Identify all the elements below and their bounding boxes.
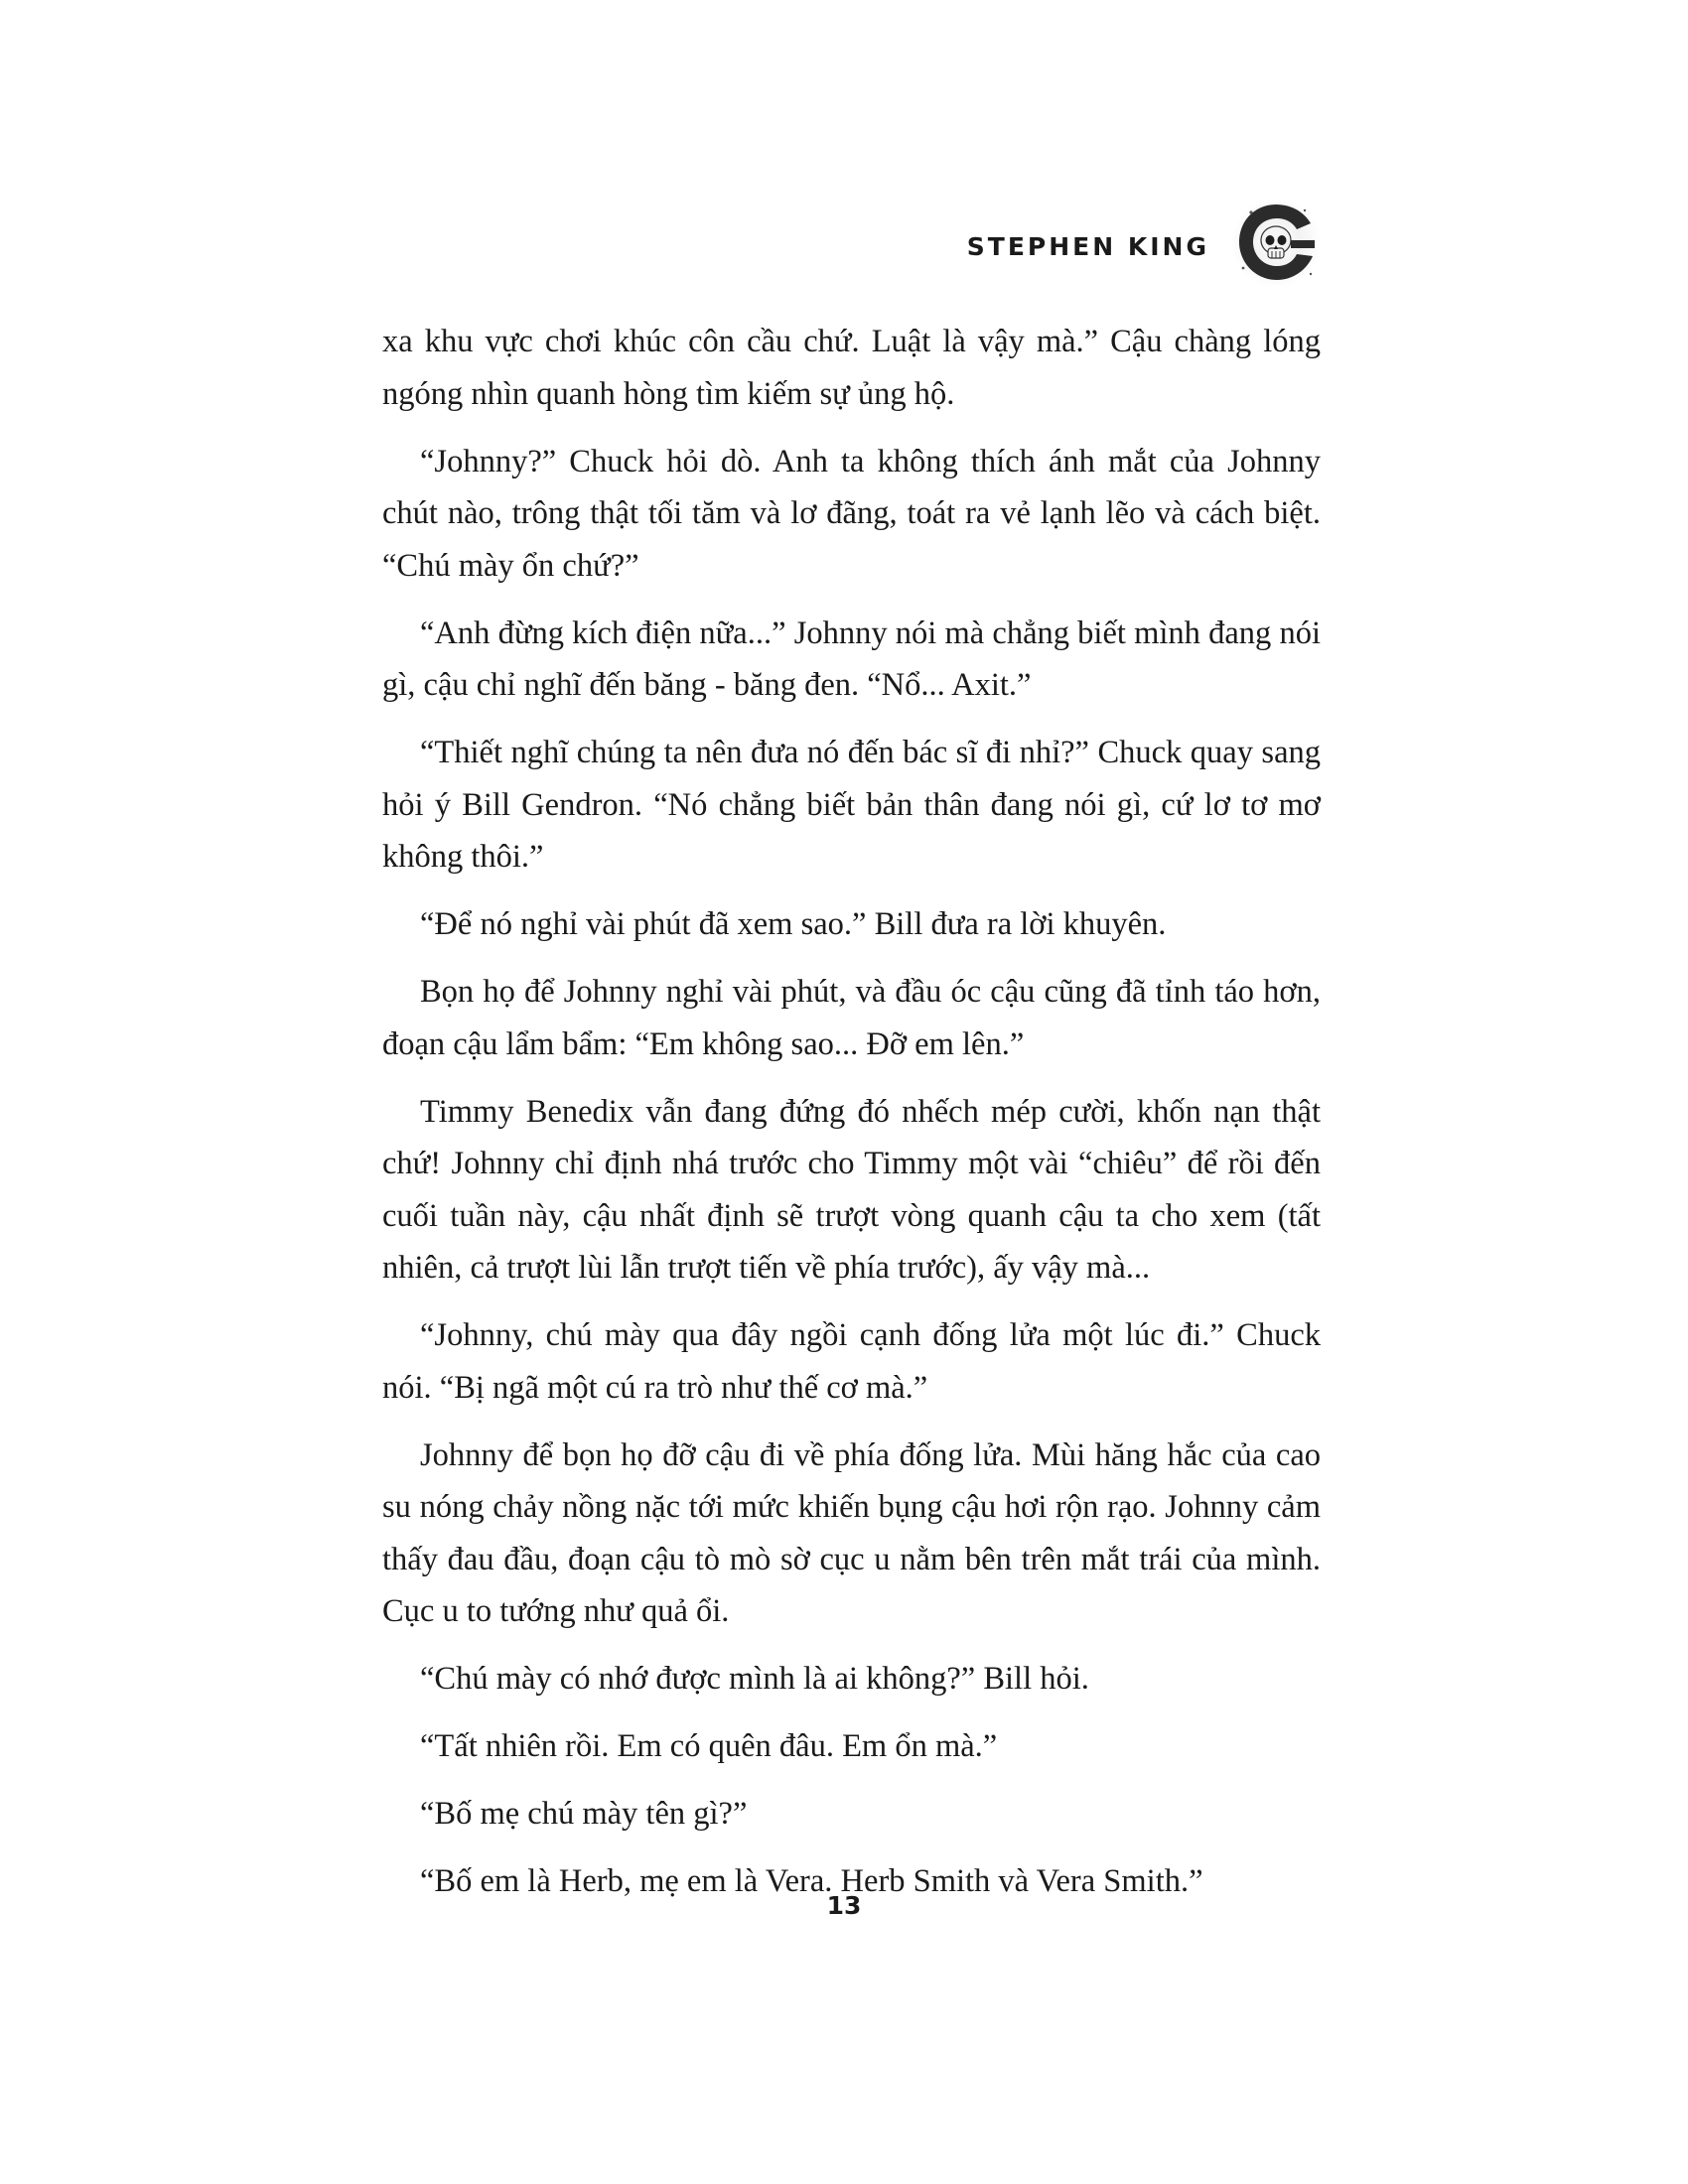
- page-number: 13: [826, 1891, 862, 1920]
- paragraph: Bọn họ để Johnny nghỉ vài phút, và đầu óc cậu cũng đã tỉnh táo hơn, đoạn cậu lẩm bẩm: “Em không sao... Đỡ em lên.”: [382, 974, 1321, 1062]
- paragraph: “Chú mày có nhớ được mình là ai không?” Bill hỏi.: [420, 1661, 1089, 1697]
- paragraph: “Thiết nghĩ chúng ta nên đưa nó đến bác sĩ đi nhỉ?” Chuck quay sang hỏi ý Bill Gendron. “Nó chẳng biết bản thân đang nói gì, cứ lơ tơ mơ không thôi.”: [382, 735, 1321, 875]
- body-text: [382, 316, 1321, 1923]
- running-head: [382, 199, 1321, 288]
- paragraph: “Johnny?” Chuck hỏi dò. Anh ta không thích ánh mắt của Johnny chút nào, trông thật tối tăm và lơ đãng, toát ra vẻ lạnh lẽo và cách biệt. “Chú mày ổn chứ?”: [382, 443, 1321, 584]
- paragraph: “Anh đừng kích điện nữa...” Johnny nói mà chẳng biết mình đang nói gì, cậu chỉ nghĩ đến băng - băng đen. “Nổ... Axit.”: [382, 614, 1321, 703]
- running-head-author: STEPHEN KING: [966, 231, 1209, 261]
- skull-emblem-icon: [1231, 199, 1321, 288]
- paragraph: “Johnny, chú mày qua đây ngồi cạnh đống lửa một lúc đi.” Chuck nói. “Bị ngã một cú ra trò như thế cơ mà.”: [382, 1317, 1321, 1406]
- paragraph: “Tất nhiên rồi. Em có quên đâu. Em ổn mà.”: [420, 1728, 998, 1764]
- paragraph: “Bố mẹ chú mày tên gì?”: [420, 1796, 748, 1832]
- paragraph: xa khu vực chơi khúc côn cầu chứ. Luật là vậy mà.” Cậu chàng lóng ngóng nhìn quanh hòng tìm kiếm sự ủng hộ.: [382, 324, 1321, 412]
- paragraph: Johnny để bọn họ đỡ cậu đi về phía đống lửa. Mùi hăng hắc của cao su nóng chảy nồng nặc tới mức khiến bụng cậu hơi rộn rạo. Johnny cảm thấy đau đầu, đoạn cậu tò mò sờ cục u nằm bên trên mắt trái của mình. Cục u to tướng như quả ổi.: [382, 1436, 1321, 1629]
- paragraph: “Để nó nghỉ vài phút đã xem sao.” Bill đưa ra lời khuyên.: [420, 906, 1167, 942]
- paragraph: “Bố em là Herb, mẹ em là Vera. Herb Smith và Vera Smith.”: [420, 1863, 1203, 1899]
- paragraph: Timmy Benedix vẫn đang đứng đó nhếch mép cười, khốn nạn thật chứ! Johnny chỉ định nhá trước cho Timmy một vài “chiêu” để rồi đến cuối tuần này, cậu nhất định sẽ trượt vòng quanh cậu ta cho xem (tất nhiên, cả trượt lùi lẫn trượt tiến về phía trước), ấy vậy mà...: [382, 1093, 1321, 1286]
